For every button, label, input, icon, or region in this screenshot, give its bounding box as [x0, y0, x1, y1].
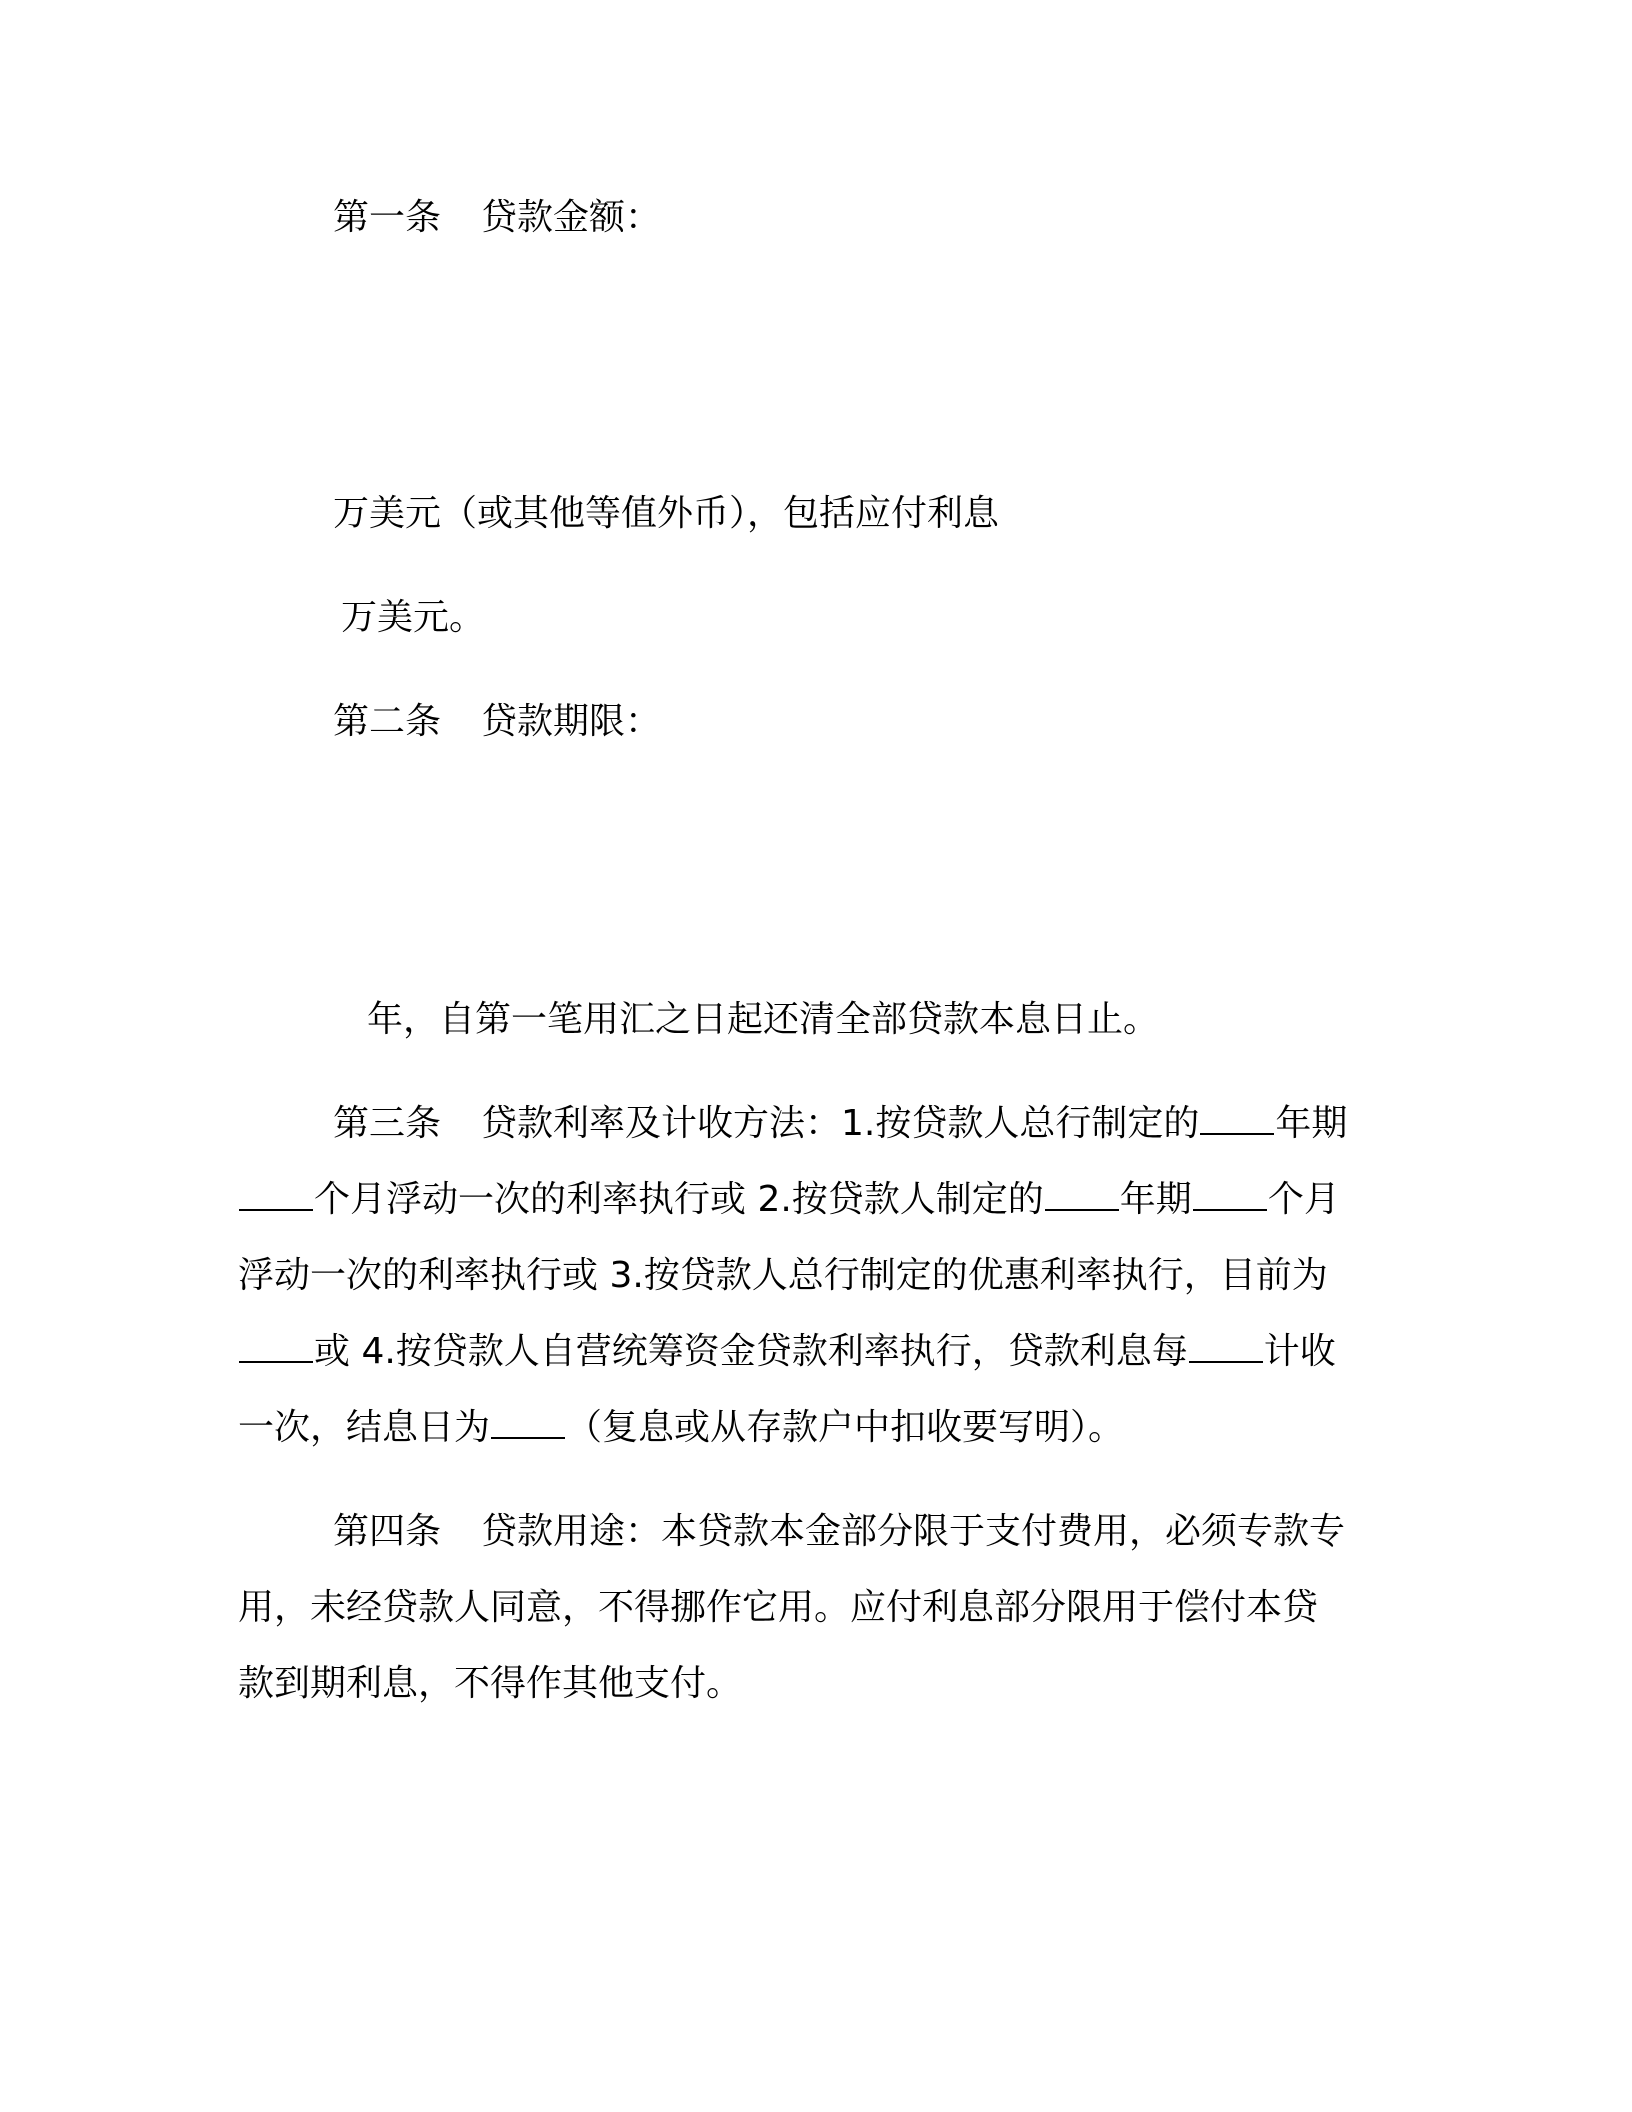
article3-text-5a: 一次，结息日为	[238, 1407, 491, 1448]
fill-blank	[1193, 1179, 1267, 1211]
article3-line-4	[238, 1330, 1336, 1374]
article3-line-1	[333, 1102, 1347, 1146]
article2-heading-line	[333, 700, 661, 744]
article2-title: 贷款期限：	[481, 701, 662, 742]
article4-heading: 第四条	[333, 1511, 442, 1552]
article4-text-1: 贷款用途：本贷款本金部分限于支付费用，必须专款专	[481, 1511, 1346, 1552]
fill-blank	[239, 1179, 313, 1211]
article3-text-2a: 个月浮动一次的利率执行或 2.按贷款人制定的	[314, 1179, 1044, 1220]
article1-interest-text: 万美元。	[341, 597, 486, 638]
article1-heading-line	[333, 196, 661, 240]
article1-title: 贷款金额：	[481, 197, 662, 238]
article2-heading: 第二条	[333, 701, 442, 742]
article1-heading: 第一条	[333, 197, 442, 238]
article4-text-3: 款到期利息，不得作其他支付。	[238, 1663, 743, 1704]
article3-text-1a: 贷款利率及计收方法：1.按贷款人总行制定的	[481, 1103, 1200, 1144]
article2-term-text: 年，自第一笔用汇之日起还清全部贷款本息日止。	[367, 999, 1160, 1040]
article3-line-5	[238, 1406, 1124, 1450]
article1-amount-line	[333, 492, 999, 536]
fill-blank	[1189, 1331, 1263, 1363]
article4-text-2: 用，未经贷款人同意，不得挪作它用。应付利息部分限用于偿付本贷	[238, 1587, 1319, 1628]
article3-text-4a: 或 4.按贷款人自营统筹资金贷款利率执行，贷款利息每	[314, 1331, 1188, 1372]
article2-term-line	[367, 998, 1159, 1042]
fill-blank	[1045, 1179, 1119, 1211]
article3-text-1b: 年期	[1275, 1103, 1348, 1144]
fill-blank	[239, 1331, 313, 1363]
article3-line-2	[238, 1178, 1340, 1222]
article3-heading: 第三条	[333, 1103, 442, 1144]
article3-text-4b: 计收	[1263, 1331, 1336, 1372]
article3-line-3	[238, 1254, 1328, 1298]
article3-text-5b: （复息或从存款户中扣收要写明）。	[566, 1407, 1125, 1448]
fill-blank	[491, 1407, 565, 1439]
article3-text-3: 浮动一次的利率执行或 3.按贷款人总行制定的优惠利率执行，目前为	[238, 1255, 1328, 1296]
article3-text-2b: 年期	[1119, 1179, 1192, 1220]
article4-line-3	[238, 1662, 742, 1706]
article1-amount-text: 万美元（或其他等值外币），包括应付利息	[333, 493, 1000, 534]
article1-interest-line	[341, 596, 485, 640]
article4-line-2	[238, 1586, 1318, 1630]
article4-line-1	[333, 1510, 1345, 1554]
fill-blank	[1200, 1103, 1274, 1135]
article3-text-2c: 个月	[1267, 1179, 1340, 1220]
